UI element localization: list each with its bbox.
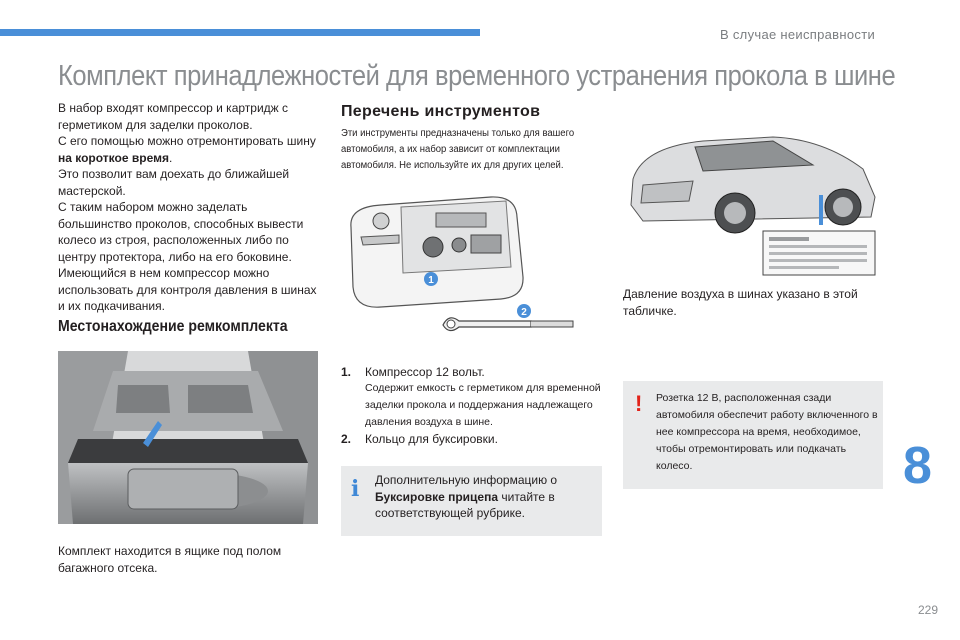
intro-text	[58, 100, 323, 315]
info-box	[341, 466, 602, 536]
intro-p2-bold: на короткое время	[58, 150, 169, 165]
trunk-caption: Комплект находится в ящике под полом багажного отсека.	[58, 544, 282, 575]
trunk-photo	[58, 351, 318, 524]
item-number: 2.	[341, 432, 352, 446]
intro-p3: Это позволит вам доехать до ближайшей мастерской.	[58, 167, 290, 198]
section-title: В случае неисправности	[720, 27, 876, 42]
list-item	[341, 364, 603, 380]
callout-1: 1	[428, 275, 434, 286]
chapter-number: 8	[903, 437, 932, 495]
intro-p1: В набор входят компрессор и картридж с герметиком для заделки проколов.	[58, 101, 289, 132]
list-item	[341, 431, 603, 447]
tools-list	[341, 364, 603, 447]
warning-icon: !	[635, 391, 643, 416]
item-label: Кольцо для буксировки.	[365, 432, 498, 446]
warning-text: Розетка 12 В, расположенная сзади автомобиля обеспечит работу включенного в нее компрессора на время, необходимое, чтобы отремонтировать или подкачать колесо.	[656, 392, 878, 472]
intro-p2	[58, 133, 323, 166]
location-title: Местонахождение ремкомплекта	[58, 318, 288, 335]
warning-box	[623, 381, 883, 489]
info-icon: i	[351, 476, 360, 502]
repair-kit-illustration	[341, 187, 603, 352]
info-link-text: Буксировке прицепа	[375, 489, 499, 504]
plate-caption: Давление воздуха в шинах указано в этой табличке.	[623, 287, 858, 318]
info-text-end: читайте в соответствующей рубрике.	[375, 489, 555, 520]
intro-p2-text: С его помощью можно отремонтировать шину	[58, 134, 316, 148]
info-text	[375, 472, 595, 522]
car-tire-plate-illustration	[623, 109, 883, 281]
item-description: Содержит емкость с герметиком для временной заделки прокола и поддержания надлежащего давления воздуха в шине.	[365, 382, 601, 428]
item-label: Компрессор 12 вольт.	[365, 365, 485, 379]
header-accent-bar	[0, 29, 480, 36]
intro-p4: С таким набором можно заделать большинство проколов, способных вывести колесо из строя, расположенных либо по центру протектора, либо на его боковине.	[58, 200, 304, 264]
page-title: Комплект принадлежностей для временного устранения прокола в шине	[58, 60, 896, 92]
callout-2: 2	[521, 307, 527, 318]
page-number: 229	[918, 603, 939, 617]
item-number: 1.	[341, 365, 352, 379]
intro-p5: Имеющийся в нем компрессор можно использовать для контроля давления в шинах и их подкачивания.	[58, 266, 317, 313]
info-text-start: Дополнительную информацию о	[375, 473, 558, 487]
tools-title: Перечень инструментов	[341, 103, 541, 120]
tools-intro: Эти инструменты предназначены только для вашего автомобиля, а их набор зависит от комплектации автомобиля. Не используйте их для других целей.	[341, 128, 575, 171]
intro-p2-end: .	[168, 150, 173, 165]
